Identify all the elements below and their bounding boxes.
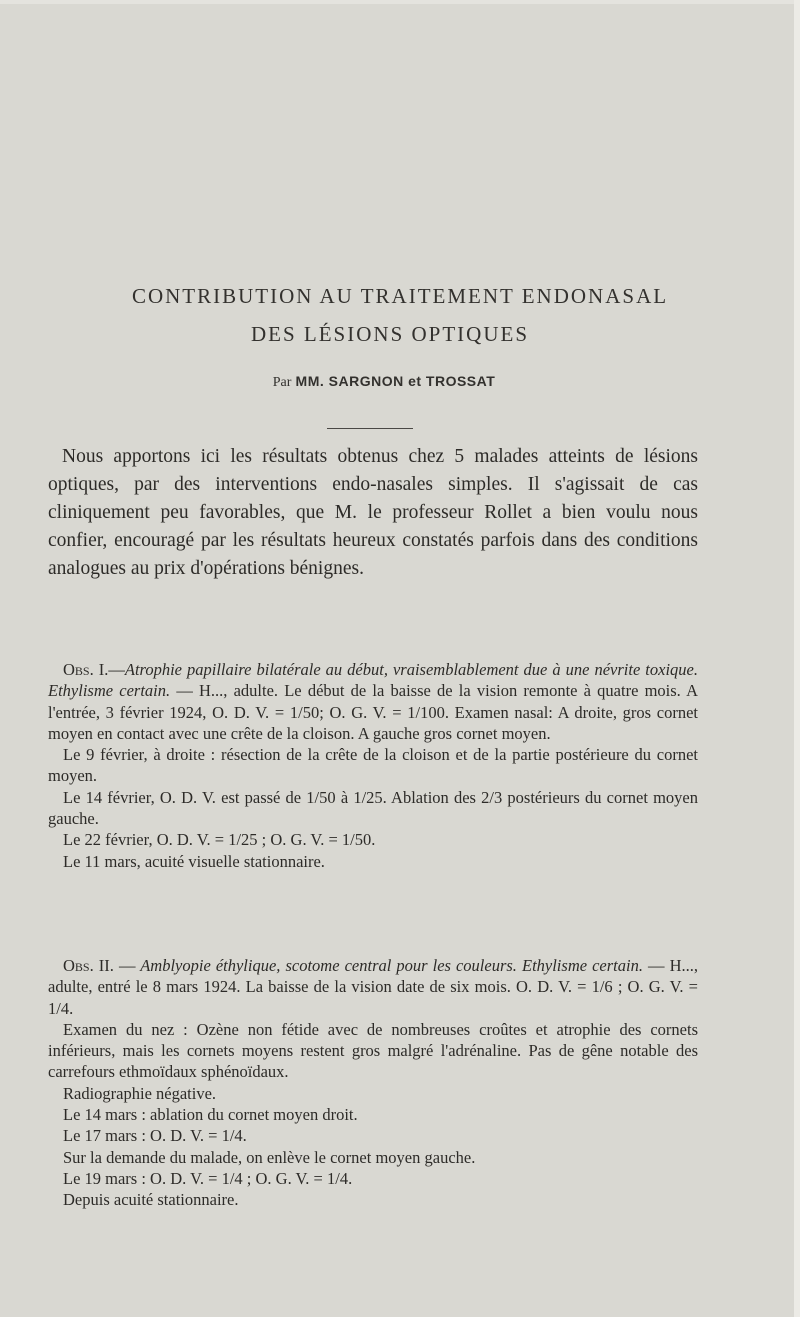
- article-title-line-2: DES LÉSIONS OPTIQUES: [250, 322, 529, 346]
- obs1-line: Le 14 février, O. D. V. est passé de 1/50 à 1/25. Ablation des 2/3 postérieurs du cornet moyen gauche.: [48, 787, 698, 829]
- obs1-title: Atrophie papillaire bilatérale au début, vraisemblablement due à une névrite toxique. Ethylisme certain.: [48, 660, 698, 701]
- obs1-line: Le 22 février, O. D. V. = 1/25 ; O. G. V. = 1/50.: [63, 830, 376, 850]
- intro-text: Nous apportons ici les résultats obtenus chez 5 malades atteints de lésions optiques, par des interventions endo-nasales simples. Il s'agissait de cas cliniquement peu favorables, que M. le professeur Rollet a bien voulu nous confier, encouragé par les résultats heureux constatés parfois dans des conditions analogues au prix d'opérations bénignes.: [48, 446, 698, 579]
- article-title-line-1: CONTRIBUTION AU TRAITEMENT ENDONASAL: [131, 284, 669, 308]
- page-right-edge: [794, 0, 800, 1317]
- obs2-line: Sur la demande du malade, on enlève le cornet moyen gauche.: [63, 1147, 476, 1167]
- byline-authors: MM. SARGNON et TROSSAT: [295, 373, 496, 389]
- page-top-edge: [0, 0, 800, 4]
- obs1-heading: [48, 659, 698, 744]
- obs2-text: — H..., adulte, entré le 8 mars 1924. La baisse de la vision date de six mois. O. D. V. = 1/6 ; O. G. V. = 1/4.: [48, 956, 699, 1018]
- obs1-text: — H..., adulte. Le début de la baisse de la vision remonte à quatre mois. A l'entrée, 3 février 1924, O. D. V. = 1/50; O. G. V. = 1/100. Examen nasal: A droite, gros cornet moyen en contact avec une crête de la cloison. A gauche gros cornet moyen.: [48, 681, 698, 743]
- obs2-title: Amblyopie éthylique, scotome central pour les couleurs. Ethylisme certain.: [135, 956, 643, 975]
- obs2-line: Radiographie négative.: [63, 1083, 217, 1103]
- obs2-line: Depuis acuité stationnaire.: [63, 1190, 239, 1210]
- intro-paragraph: [48, 443, 698, 583]
- obs2-heading: [48, 955, 698, 1019]
- obs2-line: Examen du nez : Ozène non fétide avec de nombreuses croûtes et atrophie des cornets inférieurs, mais les cornets moyens restent gros malgré l'adrénaline. Pas de gêne notable des carrefours ethmoïdaux sphénoïdaux.: [48, 1019, 698, 1082]
- byline-par: Par: [272, 375, 292, 390]
- obs1-line: Le 9 février, à droite : résection de la crête de la cloison et de la partie postérieure du cornet moyen.: [48, 745, 698, 786]
- observation-1: [48, 659, 698, 872]
- observation-2: [48, 955, 698, 1211]
- obs2-label: Obs. II. —: [63, 956, 136, 975]
- byline: [0, 373, 768, 391]
- title-divider: [327, 428, 413, 429]
- obs1-label: Obs. I.—: [63, 660, 125, 679]
- obs2-line: Le 14 mars : ablation du cornet moyen droit.: [63, 1105, 358, 1125]
- obs2-line: Le 19 mars : O. D. V. = 1/4 ; O. G. V. = 1/4.: [63, 1168, 353, 1188]
- obs1-line: Le 11 mars, acuité visuelle stationnaire.: [63, 851, 325, 871]
- obs2-line: Le 17 mars : O. D. V. = 1/4.: [63, 1126, 247, 1146]
